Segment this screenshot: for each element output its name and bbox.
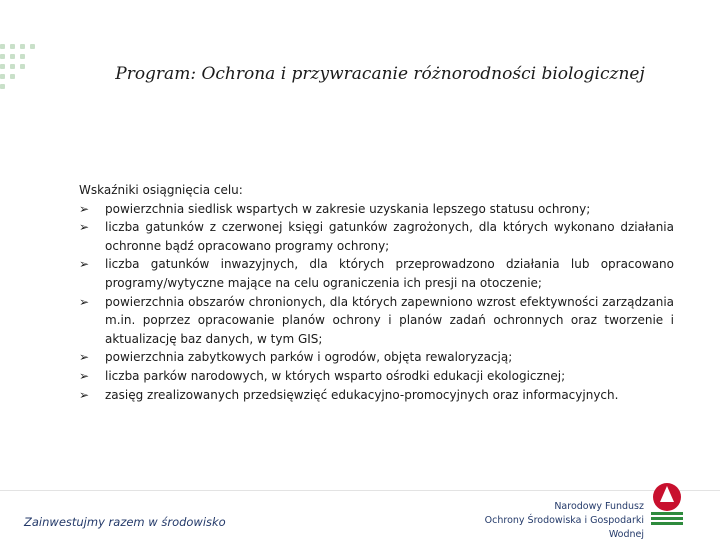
arrow-bullet-icon: ➢ (79, 201, 90, 216)
arrow-bullet-icon: ➢ (79, 220, 90, 235)
footer-divider (0, 490, 720, 491)
nfos-logo-icon (645, 482, 689, 528)
list-item: ➢ liczba gatunków z czerwonej księgi gatunków zagrożonych, dla których wykonano działania ochronne bądź opracowano programy ochrony; (79, 220, 674, 253)
indicator-list (79, 200, 674, 405)
nfos-name-line1: Narodowy Fundusz (554, 501, 644, 512)
arrow-bullet-icon: ➢ (79, 350, 90, 365)
indicators-intro: Wskaźniki osiągnięcia celu: (79, 183, 243, 197)
nfos-name (452, 500, 644, 542)
list-item: ➢ zasięg zrealizowanych przedsięwzięć edukacyjno-promocyjnych oraz informacyjnych. (79, 386, 674, 405)
slide-title: Program: Ochrona i przywracanie różnorodności biologicznej (115, 64, 645, 84)
arrow-bullet-icon: ➢ (79, 387, 90, 402)
arrow-bullet-icon: ➢ (79, 257, 90, 272)
list-item: ➢ liczba gatunków inwazyjnych, dla których przeprowadzono działania lub opracowano programy/wytyczne mające na celu ograniczenia ich presji na otoczenie; (79, 257, 674, 290)
slide-body (79, 181, 674, 404)
nfos-name-line2: Ochrony Środowiska i Gospodarki Wodnej (484, 515, 644, 540)
list-item: ➢ liczba parków narodowych, w których wsparto ośrodki edukacji ekologicznej; (79, 367, 674, 386)
list-item: ➢ powierzchnia obszarów chronionych, dla których zapewniono wzrost efektywności zarządzania m.in. poprzez opracowanie planów ochrony i planów zadań ochronnych oraz tworzenie i aktualizację baz danych, w tym GIS; (79, 294, 674, 346)
footer-slogan: Zainwestujmy razem w środowisko (24, 515, 226, 529)
arrow-bullet-icon: ➢ (79, 294, 90, 309)
arrow-bullet-icon: ➢ (79, 368, 90, 383)
list-item: ➢ powierzchnia siedlisk wspartych w zakresie uzyskania lepszego statusu ochrony; (79, 200, 674, 219)
list-item: ➢ powierzchnia zabytkowych parków i ogrodów, objęta rewaloryzacją; (79, 348, 674, 367)
decorative-dot-grid (0, 44, 44, 94)
